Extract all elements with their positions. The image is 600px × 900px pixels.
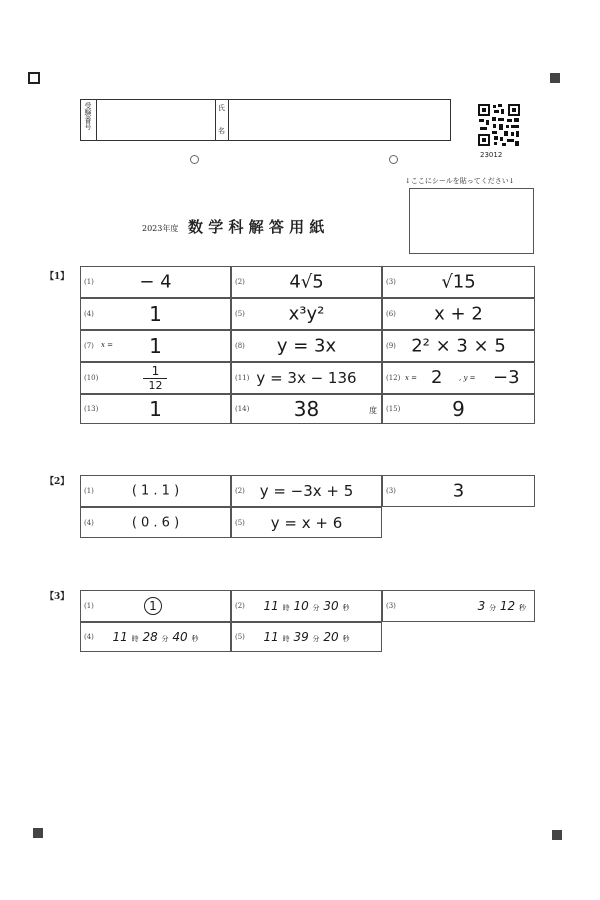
minutes: 10: [293, 599, 309, 613]
fraction-numerator: 1: [151, 364, 160, 378]
minutes: 28: [142, 630, 158, 644]
answer-value: y = −3x + 5: [259, 482, 354, 500]
hours-unit: 時: [282, 635, 290, 643]
q1-10-answer-box[interactable]: [80, 362, 231, 394]
q1-6-answer-box[interactable]: [382, 298, 535, 330]
question-number: (13): [84, 405, 99, 413]
exam-number-cell: [81, 100, 97, 140]
question-number: (1): [84, 602, 94, 610]
question-number: (2): [235, 487, 245, 495]
answer-value: 1: [149, 334, 162, 358]
minutes-unit: 分: [312, 604, 320, 612]
seconds-unit: 秒: [342, 635, 350, 643]
page-title: 数 学 科 解 答 用 紙: [188, 218, 325, 236]
hours-unit: 時: [131, 635, 139, 643]
time-answer: [81, 630, 230, 644]
header-box: [80, 99, 451, 141]
question-number: (1): [84, 278, 94, 286]
name-label-cell: [216, 100, 229, 140]
q1-1-answer-box[interactable]: [80, 266, 231, 298]
registration-mark-bottom-left: [33, 828, 43, 838]
q2-1-answer-box[interactable]: [80, 475, 231, 507]
seconds-unit: 秒: [342, 604, 350, 612]
question-number: (5): [235, 633, 245, 641]
section-2-label: 【2】: [45, 477, 70, 487]
answer-value: x³y²: [288, 303, 325, 325]
question-number: (6): [386, 310, 396, 318]
q3-4-answer-box[interactable]: [80, 622, 231, 652]
answer-value: √15: [441, 271, 476, 293]
minutes: 3: [477, 599, 486, 613]
question-number: (4): [84, 518, 94, 527]
question-number: (5): [235, 518, 245, 527]
registration-mark-top-right: [550, 73, 560, 83]
q2-3-answer-box[interactable]: [382, 475, 535, 507]
question-number: (5): [235, 310, 245, 318]
hours: 11: [263, 630, 279, 644]
q1-14-answer-box[interactable]: [231, 394, 382, 424]
answer-value: ( 1 . 1 ): [131, 483, 180, 499]
answer-value: 1: [149, 302, 162, 326]
answer-value: 3: [452, 480, 465, 502]
question-number: (1): [84, 487, 94, 495]
seconds-unit: 秒: [191, 635, 199, 643]
q1-13-answer-box[interactable]: [80, 394, 231, 424]
q3-2-answer-box[interactable]: [231, 590, 382, 622]
minutes-unit: 分: [312, 635, 320, 643]
minutes-unit: 分: [489, 604, 497, 612]
q3-1-answer-box[interactable]: [80, 590, 231, 622]
q1-11-answer-box[interactable]: [231, 362, 382, 394]
answer-value: 1: [149, 397, 162, 421]
question-number: (15): [386, 405, 401, 413]
question-number: (2): [235, 278, 245, 286]
seconds: 30: [323, 599, 339, 613]
answer-prefix-x: x =: [405, 374, 418, 382]
q1-4-answer-box[interactable]: [80, 298, 231, 330]
q1-2-answer-box[interactable]: [231, 266, 382, 298]
section-3-label: 【3】: [45, 592, 70, 602]
seconds: 40: [172, 630, 188, 644]
seconds-unit: 秒: [519, 604, 526, 612]
q1-12-answer-box[interactable]: [382, 362, 535, 394]
qr-code-number: 23012: [480, 151, 503, 159]
answer-prefix-y: , y =: [459, 374, 476, 382]
answer-value: 2² × 3 × 5: [411, 335, 506, 357]
name-label-1: 氏: [218, 104, 225, 112]
answer-value-x: 2: [431, 367, 443, 388]
minutes-unit: 分: [161, 635, 169, 643]
time-answer: [232, 599, 381, 613]
answer-unit: 度: [369, 406, 377, 415]
q2-5-answer-box[interactable]: [231, 507, 382, 538]
answer-value: − 4: [139, 271, 172, 293]
hours: 11: [263, 599, 279, 613]
minutes: 39: [293, 630, 309, 644]
question-number: (3): [386, 487, 396, 495]
answer-value-circled: 1: [144, 597, 162, 615]
question-number: (10): [84, 374, 99, 382]
question-number: (11): [235, 374, 250, 382]
question-number: (3): [386, 602, 396, 610]
question-number: (8): [235, 342, 245, 350]
time-answer: [232, 630, 381, 644]
q1-7-answer-box[interactable]: [80, 330, 231, 362]
answer-prefix: x =: [101, 341, 114, 349]
q1-15-answer-box[interactable]: [382, 394, 535, 424]
q3-3-answer-box[interactable]: [382, 590, 535, 622]
question-number: (2): [235, 602, 245, 610]
q1-9-answer-box[interactable]: [382, 330, 535, 362]
registration-mark-bottom-right: [552, 830, 562, 840]
exam-number-field[interactable]: [97, 100, 216, 140]
answer-value: y = 3x: [276, 335, 337, 357]
exam-number-label: 受験番号: [84, 102, 92, 130]
fraction-denominator: 12: [148, 379, 163, 392]
sticker-area: [409, 188, 534, 254]
q3-5-answer-box[interactable]: [231, 622, 382, 652]
exam-year: 2023年度: [142, 224, 179, 233]
time-answer: [478, 599, 526, 613]
answer-value: x + 2: [434, 303, 483, 325]
name-label-2: 名: [218, 127, 225, 135]
q2-2-answer-box[interactable]: [231, 475, 382, 507]
q1-5-answer-box[interactable]: [231, 298, 382, 330]
question-number: (7): [84, 342, 94, 350]
hours: 11: [112, 630, 128, 644]
sticker-instruction: ↓ここにシールを貼ってください↓: [405, 177, 515, 185]
answer-value: 9: [452, 397, 465, 421]
punch-hole-left: [190, 155, 199, 164]
hours-unit: 時: [282, 604, 290, 612]
question-number: (12): [386, 374, 401, 382]
question-number: (14): [235, 405, 250, 413]
q1-8-answer-box[interactable]: [231, 330, 382, 362]
q1-3-answer-box[interactable]: [382, 266, 535, 298]
qr-code: [477, 103, 521, 147]
registration-mark-top-left: [28, 72, 40, 84]
answer-value: y = x + 6: [270, 513, 343, 532]
answer-value: 38: [293, 397, 320, 421]
answer-value: 4√5: [289, 271, 324, 293]
seconds: 20: [323, 630, 339, 644]
answer-value: y = 3x − 136: [256, 369, 357, 387]
name-field[interactable]: [229, 100, 450, 140]
question-number: (4): [84, 633, 94, 641]
punch-hole-right: [389, 155, 398, 164]
answer-value: ( 0 . 6 ): [131, 515, 180, 530]
question-number: (4): [84, 310, 94, 318]
answer-value-y: −3: [493, 367, 520, 388]
question-number: (3): [386, 278, 396, 286]
question-number: (9): [386, 342, 396, 350]
section-1-label: 【1】: [45, 272, 70, 282]
q2-4-answer-box[interactable]: [80, 507, 231, 538]
seconds: 12: [499, 599, 516, 613]
